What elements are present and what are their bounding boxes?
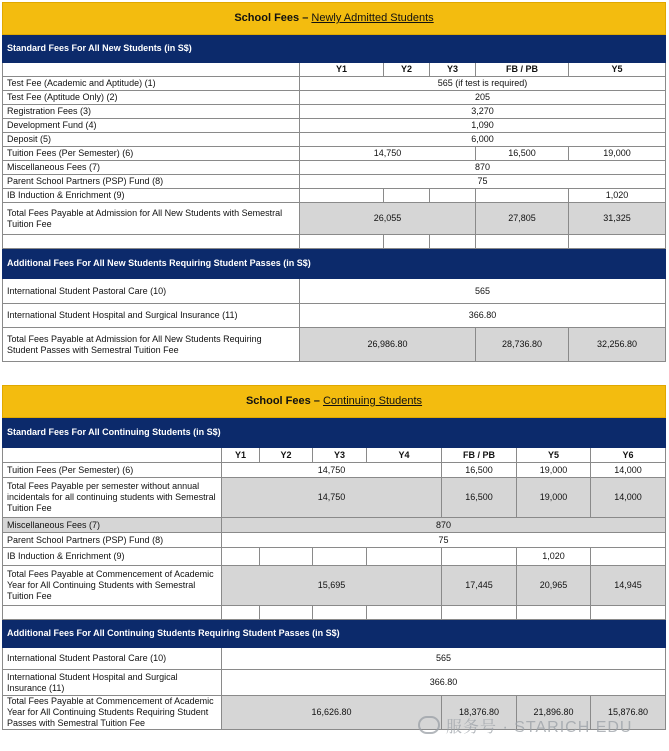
section-header-row — [3, 620, 666, 648]
col-y1: Y1 — [300, 63, 384, 77]
table-row: Tuition Fees (Per Semester) (6) 14,750 16,500 19,000 — [3, 147, 666, 161]
col-y3: Y3 — [430, 63, 476, 77]
table-row: Tuition Fees (Per Semester) (6) 14,750 16,500 19,000 14,000 — [3, 463, 666, 478]
table-title-row — [3, 386, 666, 418]
total-row: Total Fees Payable at Admission for All New Students Requiring Student Passes with Semestral Tuition Fee 26,986.80 28,736.80 32,256.80 — [3, 328, 666, 362]
section-header-row — [3, 35, 666, 63]
col-y5: Y5 — [517, 448, 591, 463]
table-row: Registration Fees (3) 3,270 — [3, 105, 666, 119]
table-row: Parent School Partners (PSP) Fund (8) 75 — [3, 175, 666, 189]
additional-fees-header: Additional Fees For All New Students Requiring Student Passes (in S$) — [3, 249, 666, 279]
col-y6: Y6 — [591, 448, 666, 463]
col-y2: Y2 — [260, 448, 313, 463]
table-row: International Student Hospital and Surgical Insurance (11) 366.80 — [3, 304, 666, 328]
continuing-students-fee-table — [2, 385, 666, 730]
watermark-text: 服务号 · STARICH EDU — [446, 718, 633, 736]
watermark — [418, 712, 666, 738]
table-row: Miscellaneous Fees (7) 870 — [3, 161, 666, 175]
table-row: Deposit (5) 6,000 — [3, 133, 666, 147]
wechat-icon — [418, 716, 440, 734]
table-row: Parent School Partners (PSP) Fund (8) 75 — [3, 533, 666, 548]
col-y3: Y3 — [313, 448, 367, 463]
table-row: IB Induction & Enrichment (9) 1,020 — [3, 189, 666, 203]
col-y2: Y2 — [384, 63, 430, 77]
section-header-row — [3, 418, 666, 448]
table-row: Test Fee (Academic and Aptitude) (1) 565 (if test is required) — [3, 77, 666, 91]
new-students-fee-table — [2, 2, 666, 362]
additional-fees-header: Additional Fees For All Continuing Students Requiring Student Passes (in S$) — [3, 620, 666, 648]
table-row: Development Fund (4) 1,090 — [3, 119, 666, 133]
new-students-title: School Fees – Newly Admitted Students — [3, 3, 666, 35]
spacer-row — [3, 606, 666, 620]
table-row: Total Fees Payable per semester without annual incidentals for all continuing students with Semestral Tuition Fee 14,750 16,500 19,000 14,000 — [3, 478, 666, 518]
standard-fees-header: Standard Fees For All Continuing Students (in S$) — [3, 418, 666, 448]
total-row: Total Fees Payable at Admission for All New Students with Semestral Tuition Fee 26,055 27,805 31,325 — [3, 203, 666, 235]
col-y1: Y1 — [222, 448, 260, 463]
table-row: Test Fee (Aptitude Only) (2) 205 — [3, 91, 666, 105]
col-y4: Y4 — [367, 448, 442, 463]
col-y5: Y5 — [569, 63, 666, 77]
total-row: Total Fees Payable at Commencement of Academic Year for All Continuing Students with Semestral Tuition Fee 15,695 17,445 20,965 14,945 — [3, 566, 666, 606]
table-row: International Student Pastoral Care (10) 565 — [3, 279, 666, 304]
column-header-row — [3, 448, 666, 463]
section-header-row — [3, 249, 666, 279]
table-row: Miscellaneous Fees (7) 870 — [3, 518, 666, 533]
continuing-students-title-link[interactable]: Continuing Students — [322, 395, 423, 407]
table-title-row — [3, 3, 666, 35]
col-fb-pb: FB / PB — [476, 63, 569, 77]
spacer-row — [3, 235, 666, 249]
column-header-row — [3, 63, 666, 77]
col-fb-pb: FB / PB — [442, 448, 517, 463]
standard-fees-header: Standard Fees For All New Students (in S$) — [3, 35, 666, 63]
total-row: Total Fees Payable at Commencement of Academic Year for All Continuing Students Requiring Student Passes with Semestral Tuition Fee 16,626.80 18,376.80 21,896.80 15,876.80 — [3, 696, 666, 730]
continuing-students-title: School Fees – Continuing Students — [3, 386, 666, 418]
table-row: International Student Pastoral Care (10) 565 — [3, 648, 666, 670]
table-row: International Student Hospital and Surgical Insurance (11) 366.80 — [3, 670, 666, 696]
table-row: IB Induction & Enrichment (9) 1,020 — [3, 548, 666, 566]
new-students-title-link[interactable]: Newly Admitted Students — [311, 12, 434, 24]
